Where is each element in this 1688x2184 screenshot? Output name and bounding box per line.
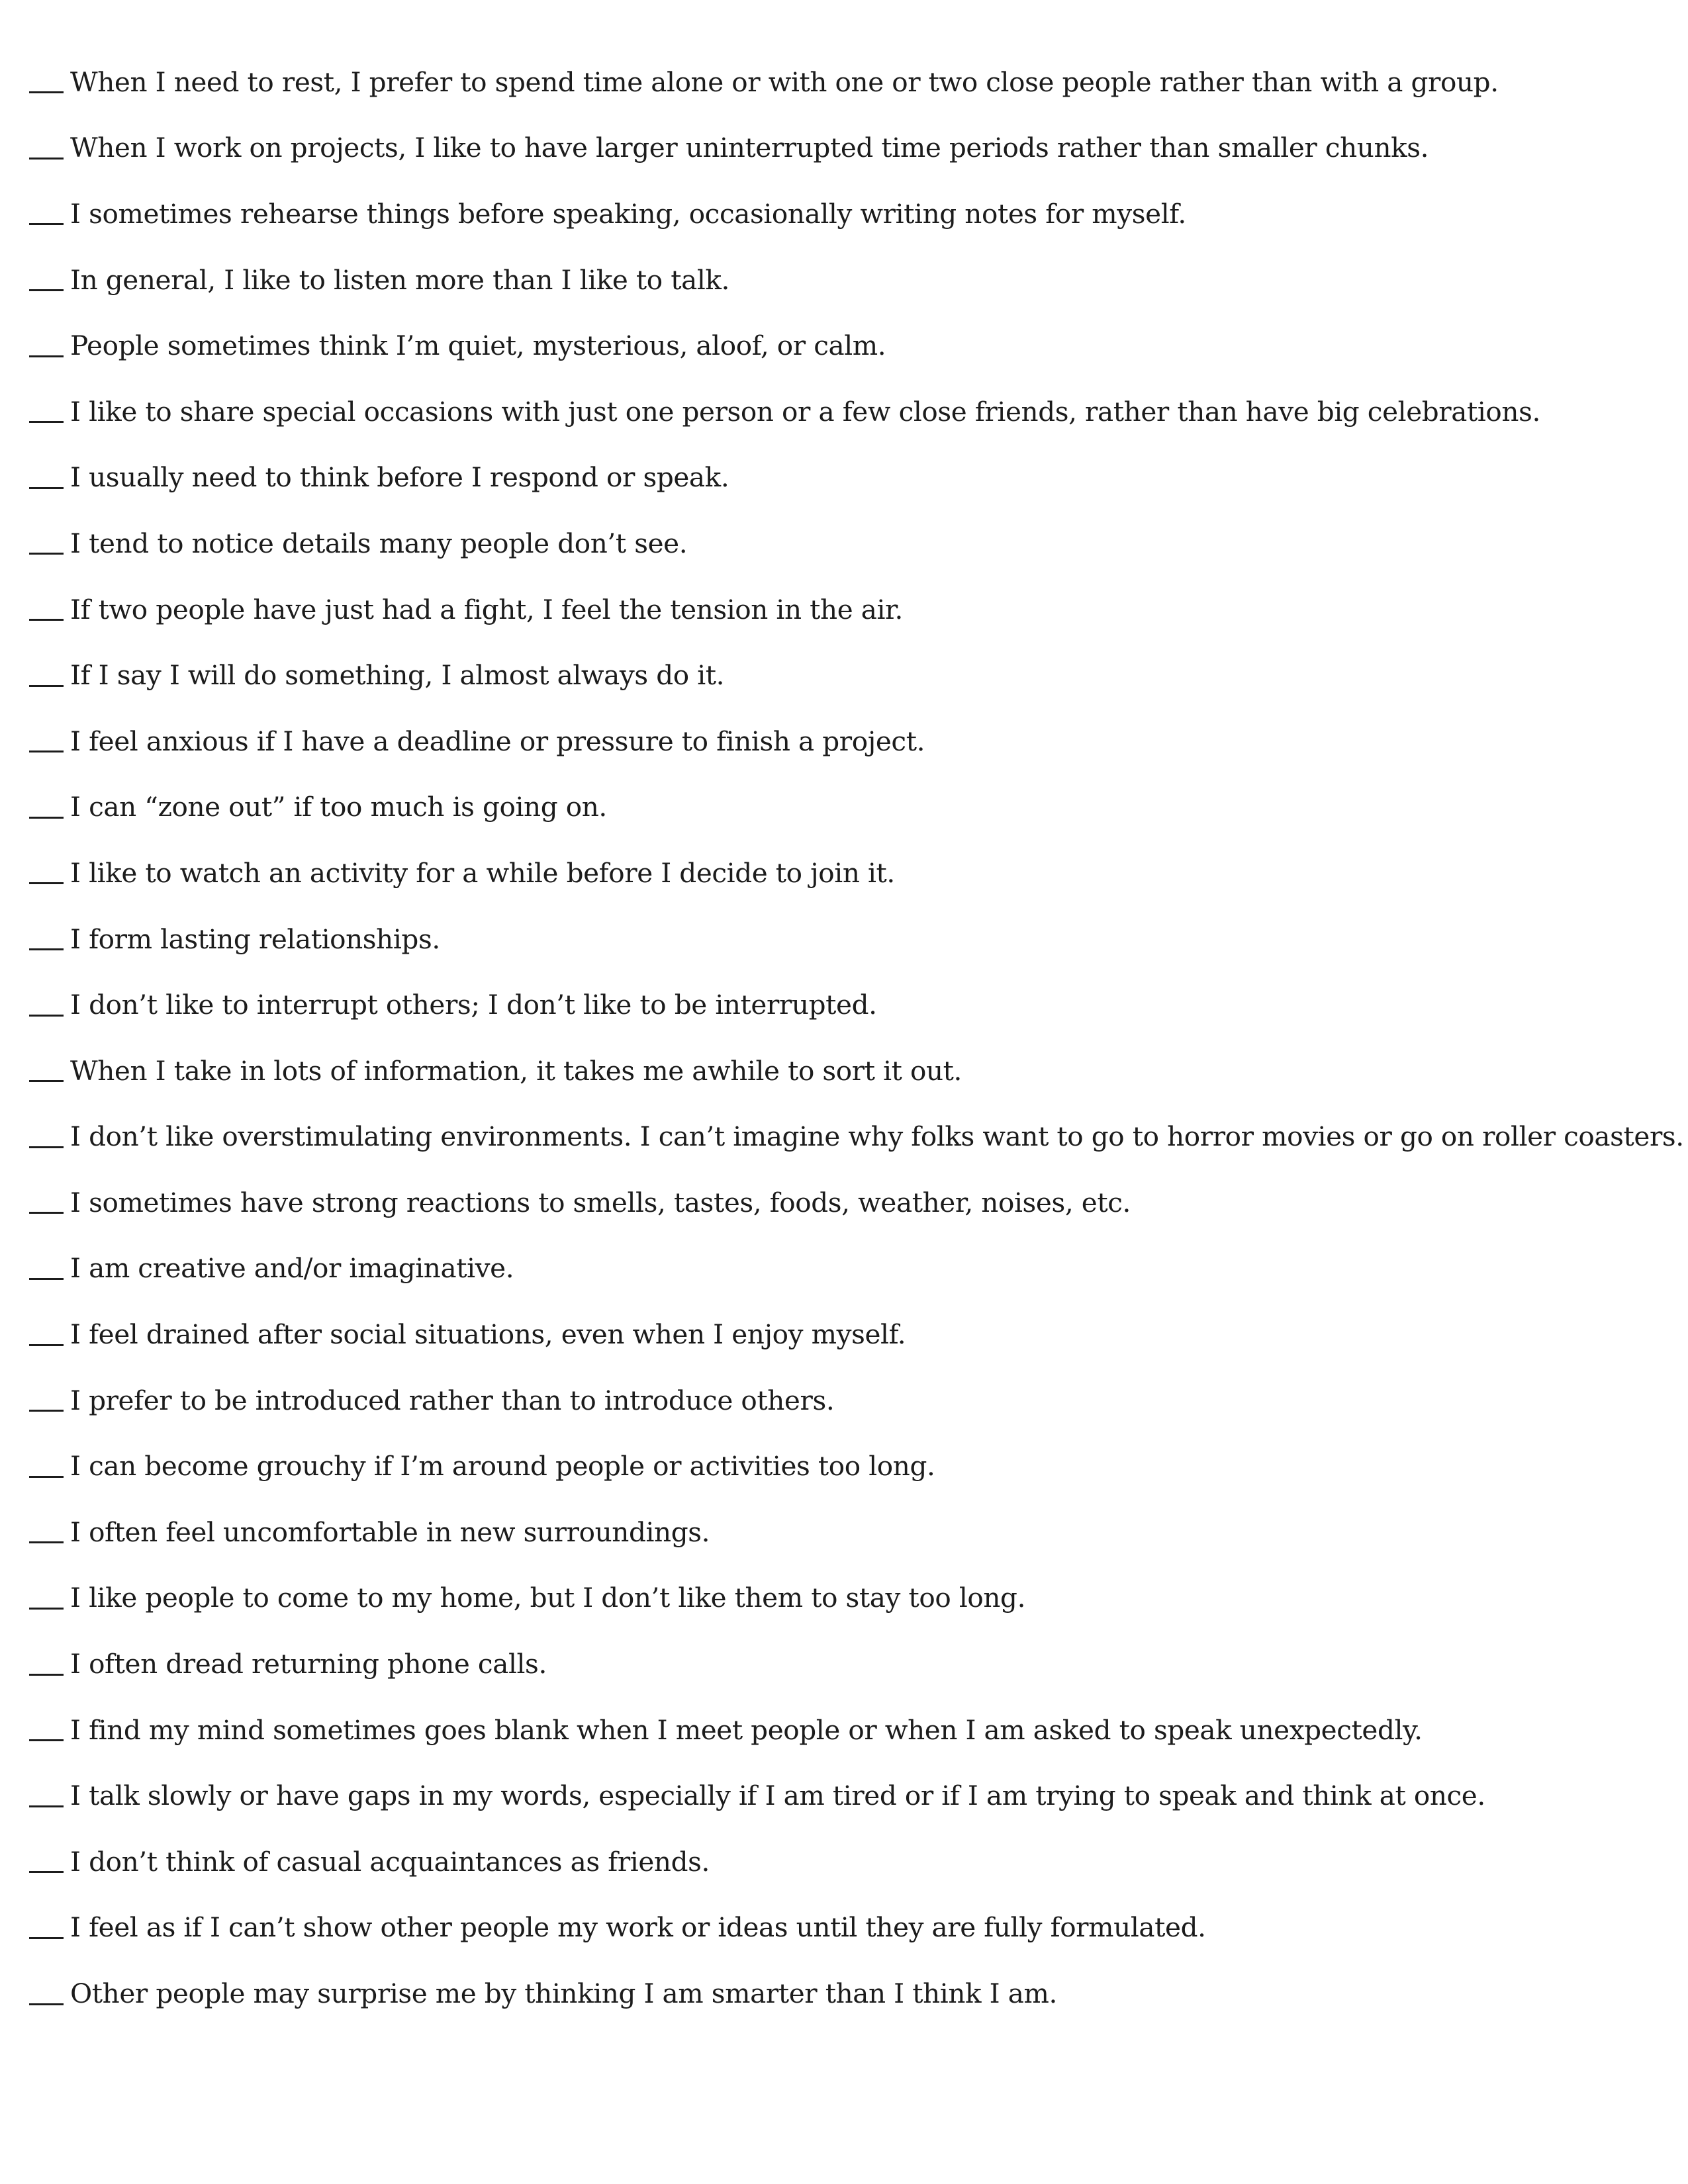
checklist-item: [29, 1169, 1671, 1236]
answer-blank[interactable]: [29, 1476, 64, 1478]
answer-blank[interactable]: [29, 1410, 64, 1412]
answer-blank[interactable]: [29, 685, 64, 687]
answer-blank[interactable]: [29, 1608, 64, 1610]
answer-blank[interactable]: [29, 817, 64, 819]
checklist-item: [29, 312, 1671, 379]
checklist-item: [29, 1762, 1671, 1829]
statement-text: I form lasting relationships.: [70, 923, 440, 955]
answer-blank[interactable]: [29, 1146, 64, 1148]
checklist-item: [29, 1499, 1671, 1565]
statement-text: I often feel uncomfortable in new surroundings.: [70, 1516, 710, 1548]
checklist-item: [29, 906, 1671, 972]
checklist-item: [29, 115, 1671, 181]
statement-text: Other people may surprise me by thinking I am smarter than I think I am.: [70, 1978, 1057, 2010]
answer-blank[interactable]: [29, 1871, 64, 1873]
answer-blank[interactable]: [29, 1541, 64, 1543]
answer-blank[interactable]: [29, 1805, 64, 1807]
checklist-item: [29, 1433, 1671, 1499]
statement-text: I don’t like overstimulating environments. I can’t imagine why folks want to go to horror movies or go on roller coasters.: [70, 1120, 1684, 1153]
checklist-item: [29, 1960, 1671, 2026]
checklist-item: [29, 379, 1671, 445]
checklist-item: [29, 1829, 1671, 1895]
checklist-item: [29, 247, 1671, 313]
answer-blank[interactable]: [29, 487, 64, 489]
statement-text: When I need to rest, I prefer to spend time alone or with one or two close people rather than with a group.: [70, 66, 1499, 98]
checklist-item: [29, 1038, 1671, 1104]
answer-blank[interactable]: [29, 1212, 64, 1214]
checklist-item: [29, 576, 1671, 643]
checklist-item: [29, 1104, 1684, 1170]
answer-blank[interactable]: [29, 223, 64, 225]
checklist-item: [29, 1236, 1671, 1302]
statement-text: I feel as if I can’t show other people my work or ideas until they are fully formulated.: [70, 1911, 1206, 1944]
checklist-item: [29, 774, 1671, 841]
statement-text: I sometimes have strong reactions to smells, tastes, foods, weather, noises, etc.: [70, 1186, 1131, 1218]
statement-text: I am creative and/or imaginative.: [70, 1252, 514, 1285]
answer-blank[interactable]: [29, 355, 64, 357]
checklist-item: [29, 510, 1671, 576]
checklist-item: [29, 1895, 1671, 1961]
checklist-item: [29, 972, 1671, 1038]
answer-blank[interactable]: [29, 1674, 64, 1676]
answer-blank[interactable]: [29, 289, 64, 291]
answer-blank[interactable]: [29, 619, 64, 621]
statement-text: I like to share special occasions with just one person or a few close friends, rather than have big celebrations.: [70, 395, 1540, 428]
answer-blank[interactable]: [29, 1739, 64, 1741]
checklist-item: [29, 445, 1671, 511]
statement-text: I like people to come to my home, but I don’t like them to stay too long.: [70, 1582, 1026, 1614]
answer-blank[interactable]: [29, 948, 64, 950]
answer-blank[interactable]: [29, 1015, 64, 1017]
statement-text: I talk slowly or have gaps in my words, especially if I am tired or if I am trying to speak and think at once.: [70, 1780, 1485, 1812]
answer-blank[interactable]: [29, 421, 64, 423]
statement-text: I can “zone out” if too much is going on.: [70, 791, 607, 823]
statement-text: People sometimes think I’m quiet, mysterious, aloof, or calm.: [70, 330, 886, 362]
answer-blank[interactable]: [29, 91, 64, 93]
statement-text: I tend to notice details many people don’t see.: [70, 527, 688, 559]
checklist-item: [29, 708, 1671, 774]
checklist-item: [29, 1301, 1671, 1367]
checklist-item: [29, 642, 1671, 708]
statement-text: I find my mind sometimes goes blank when I meet people or when I am asked to speak unexpectedly.: [70, 1713, 1423, 1746]
statement-text: If two people have just had a fight, I feel the tension in the air.: [70, 593, 904, 625]
statement-text: I don’t think of casual acquaintances as friends.: [70, 1845, 710, 1878]
statement-text: I prefer to be introduced rather than to introduce others.: [70, 1384, 835, 1416]
answer-blank[interactable]: [29, 751, 64, 752]
checklist-item: [29, 840, 1671, 906]
answer-blank[interactable]: [29, 2003, 64, 2005]
answer-blank[interactable]: [29, 882, 64, 884]
statement-text: In general, I like to listen more than I like to talk.: [70, 263, 730, 296]
answer-blank[interactable]: [29, 1278, 64, 1280]
statement-text: When I work on projects, I like to have larger uninterrupted time periods rather than smaller chunks.: [70, 132, 1429, 164]
checklist-item: [29, 1631, 1671, 1697]
statement-text: I like to watch an activity for a while before I decide to join it.: [70, 856, 895, 889]
statement-text: I don’t like to interrupt others; I don’t like to be interrupted.: [70, 989, 877, 1021]
statement-text: I usually need to think before I respond or speak.: [70, 461, 729, 494]
checklist-item: [29, 49, 1671, 115]
statement-text: I sometimes rehearse things before speaking, occasionally writing notes for myself.: [70, 197, 1186, 230]
checklist-item: [29, 1367, 1671, 1433]
statement-text: If I say I will do something, I almost always do it.: [70, 659, 725, 692]
answer-blank[interactable]: [29, 1080, 64, 1082]
checklist-item: [29, 1565, 1671, 1631]
checklist-item: [29, 181, 1671, 247]
checklist-item: [29, 1697, 1671, 1763]
checklist: [29, 49, 1684, 2026]
statement-text: I feel drained after social situations, even when I enjoy myself.: [70, 1318, 906, 1351]
statement-text: When I take in lots of information, it takes me awhile to sort it out.: [70, 1054, 962, 1087]
answer-blank[interactable]: [29, 1344, 64, 1346]
statement-text: I often dread returning phone calls.: [70, 1648, 547, 1680]
answer-blank[interactable]: [29, 553, 64, 555]
answer-blank[interactable]: [29, 1937, 64, 1939]
answer-blank[interactable]: [29, 158, 64, 159]
statement-text: I can become grouchy if I’m around people or activities too long.: [70, 1450, 935, 1482]
statement-text: I feel anxious if I have a deadline or pressure to finish a project.: [70, 725, 925, 757]
